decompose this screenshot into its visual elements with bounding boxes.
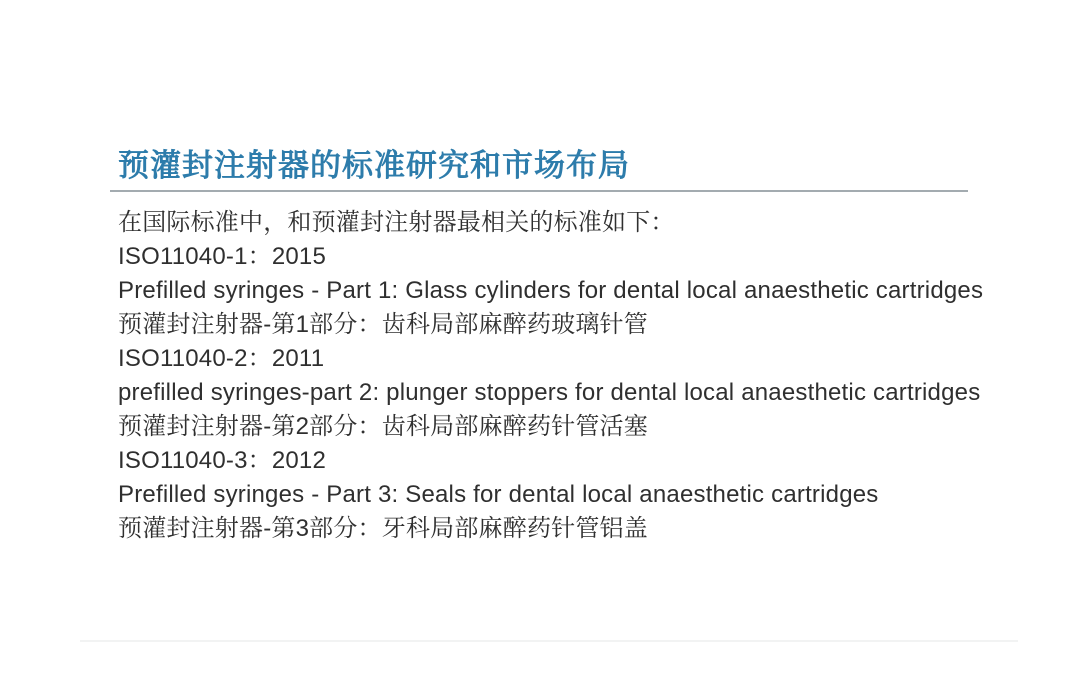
standard-2-title-en: prefilled syringes-part 2: plunger stoppers for dental local anaesthetic cartridges: [118, 379, 981, 406]
slide-title: 预灌封注射器的标准研究和市场布局: [118, 148, 630, 183]
standard-3-code: ISO11040-3：2012: [118, 447, 327, 474]
standard-1-title-en: Prefilled syringes - Part 1: Glass cylinders for dental local anaesthetic cartridges: [118, 277, 984, 304]
intro-text: 在国际标准中，和预灌封注射器最相关的标准如下：: [118, 209, 675, 236]
title-divider: [110, 190, 968, 192]
slide-content: [118, 206, 998, 546]
standard-3-title-en: Prefilled syringes - Part 3: Seals for dental local anaesthetic cartridges: [118, 481, 879, 508]
standard-2-code: ISO11040-2：2011: [118, 345, 325, 372]
standard-2-title-zh: 预灌封注射器-第2部分：齿科局部麻醉药针管活塞: [118, 413, 648, 440]
bottom-divider: [80, 640, 1018, 642]
standard-3-title-zh: 预灌封注射器-第3部分：牙科局部麻醉药针管铝盖: [118, 515, 648, 542]
standard-1-title-zh: 预灌封注射器-第1部分：齿科局部麻醉药玻璃针管: [118, 311, 648, 338]
standard-1-code: ISO11040-1：2015: [118, 243, 327, 270]
